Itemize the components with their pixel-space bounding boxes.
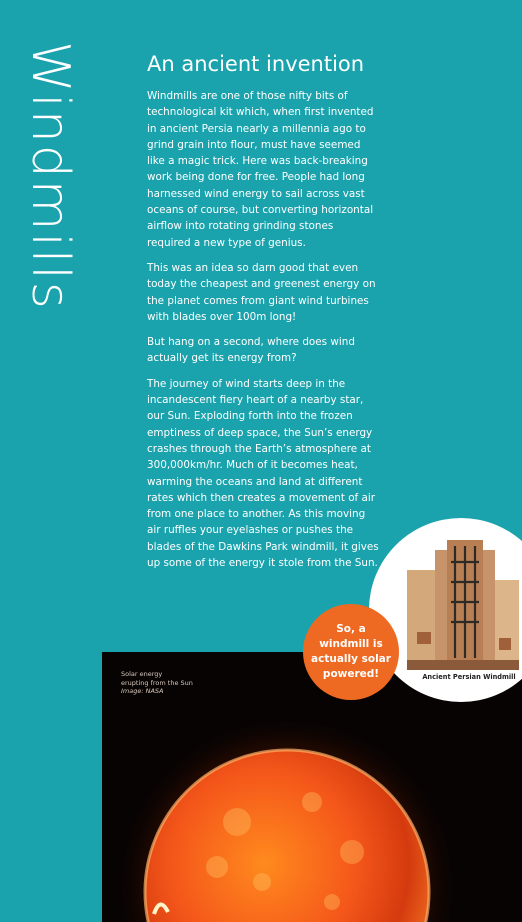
callout-text: So, a windmill is actually solar powered!: [311, 623, 391, 680]
paragraph: But hang on a second, where does wind actually get its energy from?: [147, 336, 355, 365]
article-body: [147, 88, 379, 580]
photo-caption-line: Solar energy: [121, 670, 163, 678]
persian-windmill-illustration: [407, 540, 519, 670]
windmill-caption: Ancient Persian Windmill: [422, 673, 516, 681]
paragraph: This was an idea so darn good that even today the cheapest and greenest energy on the planet comes from giant wind turbines with blades over 100m long!: [147, 261, 376, 323]
side-title-text: Windmills: [20, 41, 80, 311]
photo-caption: [121, 670, 193, 696]
side-title: [20, 41, 80, 311]
photo-caption-line: erupting from the Sun: [121, 678, 193, 687]
paragraph: Windmills are one of those nifty bits of technological kit which, when first invented in ancient Persia nearly a millennia ago to grind grain into flour, must have seemed like a magic trick. Here was back-breaking work being done for free. People had long harnessed wind energy to sail across vast oceans of course, but converting horizontal airflow into rotating grinding stones required a new type of genius.: [147, 90, 374, 249]
photo-credit: Image: NASA: [121, 687, 164, 695]
paragraph: The journey of wind starts deep in the incandescent fiery heart of a nearby star, our Sun. Exploding forth into the frozen emptiness of deep space, the Sun’s energy crashes through the Earth’s atmosphere at 300,000km/hr. Much of it becomes heat, warming the oceans and land at different rates which then creates a movement of air from one place to another. As this moving air ruffles your eyelashes or pushes the blades of the Dawkins Park windmill, it gives up some of the energy it stole from the Sun.: [147, 377, 379, 570]
callout-bubble: [303, 604, 399, 700]
page-heading: An ancient invention: [147, 52, 365, 76]
